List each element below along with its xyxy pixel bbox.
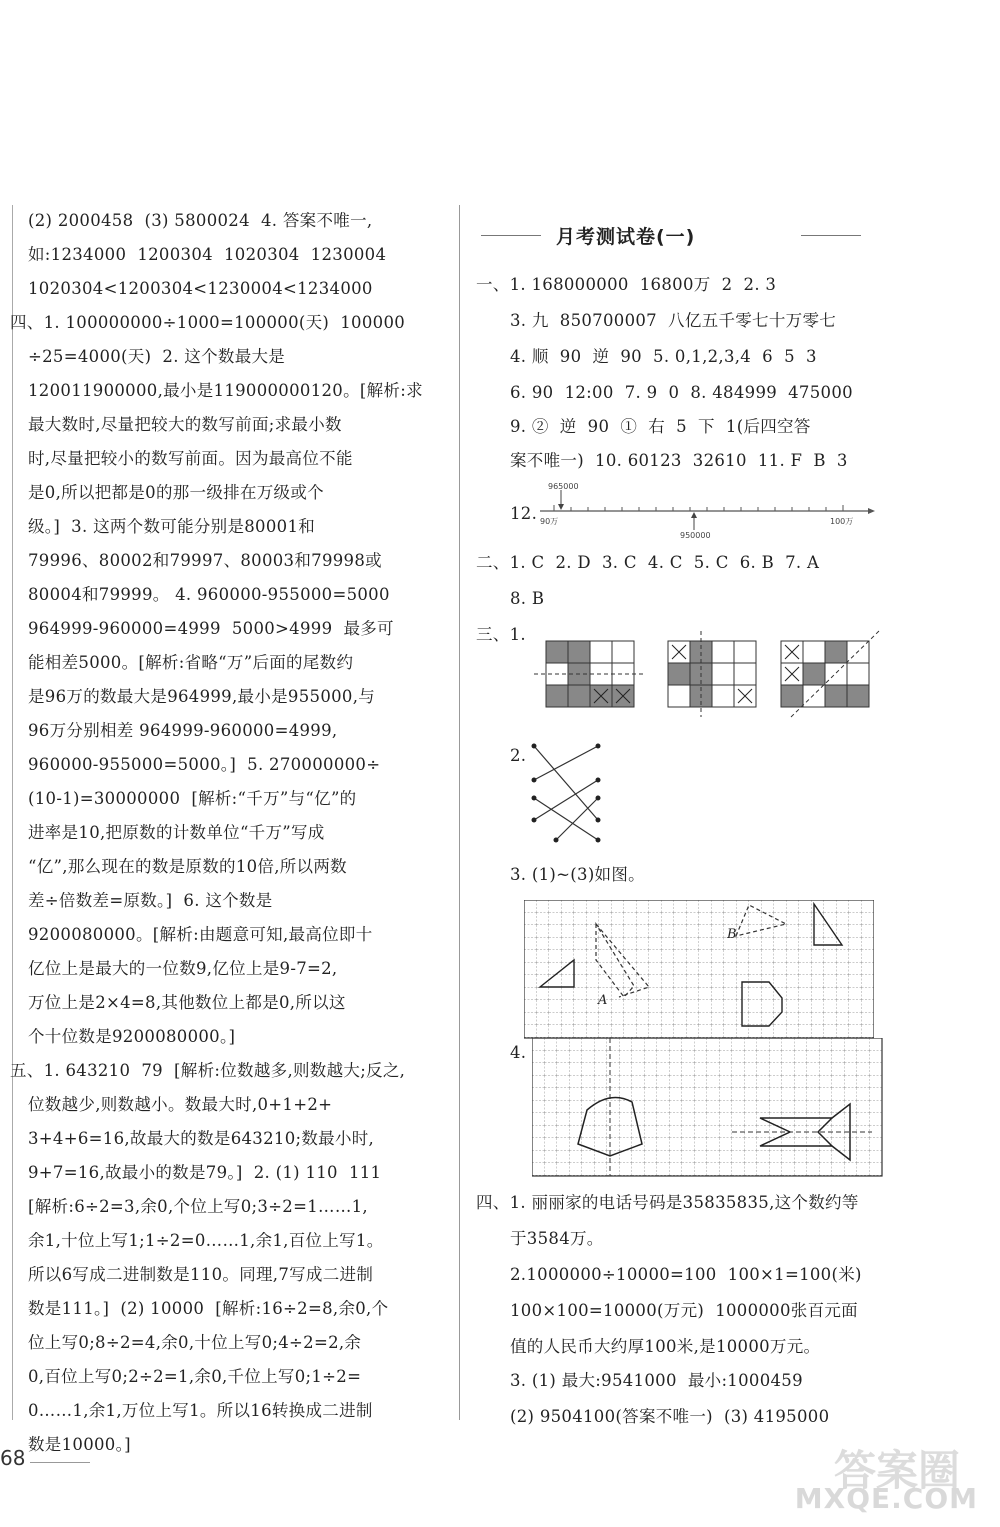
text-line: 120011900000,最小是119000000120。[解析:求 (28, 381, 423, 400)
text-line: 1020304<1200304<1230004<1234000 (28, 279, 373, 298)
text-line: 9+7=16,故最小的数是79。] 2. (1) 110 111 (28, 1163, 382, 1182)
dot (532, 744, 537, 749)
pointer-arrow (691, 512, 697, 518)
label-950000: 950000 (680, 531, 711, 540)
dot (596, 838, 601, 843)
q12-label: 12. (510, 504, 538, 523)
text-line: 2.1000000÷10000=100 100×1=100(米) (510, 1265, 862, 1284)
title-rule-left (481, 235, 541, 236)
text-line: 所以6写成二进制数是110。同理,7写成二进制 (28, 1265, 374, 1284)
text-line: 100×100=10000(万元) 1000000张百元面 (510, 1301, 858, 1320)
text-line: 差÷倍数差=原数。] 6. 这个数是 (28, 891, 273, 910)
text-line: 进率是10,把原数的计数单位“千万”写成 (28, 823, 325, 842)
dot (596, 778, 601, 783)
title-rule-right (801, 235, 861, 236)
transform-grid-figure (524, 900, 874, 1040)
text-line: 9200080000。[解析:由题意可知,最高位即十 (28, 925, 373, 944)
text-line: “亿”,那么现在的数是原数的10倍,所以两数 (28, 857, 347, 876)
q2-label: 2. (510, 746, 527, 765)
symmetry-draw-figure (532, 1038, 884, 1178)
dot (554, 838, 559, 843)
text-line: 五、1. 643210 79 [解析:位数越多,则数越大;反之, (10, 1061, 406, 1080)
dot (596, 744, 601, 749)
grid-area (524, 900, 874, 1038)
text-line: (2) 9504100(答案不唯一) (3) 4195000 (510, 1407, 830, 1426)
text-line: 如:1234000 1200304 1020304 1230004 (28, 245, 387, 264)
text-line: 数是10000。] (28, 1435, 131, 1454)
grid-area (532, 1038, 882, 1176)
watermark-site: MXQE.COM (794, 1482, 978, 1515)
text-line: 960000-955000=5000。] 5. 270000000÷ (28, 755, 381, 774)
label-965000: 965000 (548, 482, 579, 491)
cell (825, 685, 847, 707)
cell (847, 685, 869, 707)
text-line: 0,百位上写0;2÷2=1,余0,千位上写0;1÷2= (28, 1367, 362, 1386)
text-line: 3+4+6=16,故最大的数是643210;数最小时, (28, 1129, 375, 1148)
text-line: 四、1. 100000000÷1000=100000(天) 100000 (10, 313, 406, 332)
text-line: [解析:6÷2=3,余0,个位上写0;3÷2=1……1, (28, 1197, 368, 1216)
label-b: B (727, 927, 737, 942)
page-number: 68 (0, 1446, 26, 1470)
text-line: 6. 90 12:00 7. 9 0 8. 484999 475000 (510, 383, 853, 402)
symmetry-grids (526, 625, 896, 725)
text-line: 3. (1)~(3)如图。 (510, 865, 645, 884)
text-line: 8. B (510, 589, 545, 608)
text-line: 时,尽量把较小的数写前面。因为最高位不能 (28, 449, 353, 468)
text-line: 四、1. 丽丽家的电话号码是35835835,这个数约等 (476, 1193, 859, 1212)
text-line: 79996、80002和79997、80003和79998或 (28, 551, 382, 570)
grid-2 (668, 631, 756, 717)
text-line: 亿位上是最大的一位数9,亿位上是9-7=2, (28, 959, 338, 978)
dot (532, 818, 537, 823)
text-line: 80004和79999。 4. 960000-955000=5000 (28, 585, 390, 604)
text-line: 4. 顺 90 逆 90 5. 0,1,2,3,4 6 5 3 (510, 347, 817, 366)
axis-arrow (868, 508, 875, 514)
watermark-logo: 答案圈 (833, 1446, 960, 1495)
cell (546, 641, 568, 663)
cell (546, 685, 568, 707)
text-line: 能相差5000。[解析:省略“万”后面的尾数约 (28, 653, 354, 672)
dot (532, 778, 537, 783)
text-line: ÷25=4000(天) 2. 这个数最大是 (28, 347, 286, 366)
text-line: 964999-960000=4999 5000>4999 最多可 (28, 619, 394, 638)
page-title: 月考测试卷(一) (556, 226, 696, 248)
text-line: 二、1. C 2. D 3. C 4. C 5. C 6. B 7. A (476, 553, 820, 572)
label-90wan: 90万 (540, 517, 559, 526)
text-line: 万位上是2×4=8,其他数位上都是0,所以这 (28, 993, 346, 1012)
text-line: (2) 2000458 (3) 5800024 4. 答案不唯一, (28, 211, 373, 230)
grid-3 (781, 631, 879, 717)
text-line: 余1,十位上写1;1÷2=0……1,余1,百位上写1。 (28, 1231, 384, 1250)
cell (668, 663, 690, 685)
text-line: 值的人民币大约厚100米,是10000万元。 (510, 1337, 821, 1356)
text-line: 位数越少,则数越小。数最大时,0+1+2+ (28, 1095, 333, 1114)
footer-rule (30, 1462, 90, 1463)
text-line: 3. 九 850700007 八亿五千零七十万零七 (510, 311, 837, 330)
text-line: 于3584万。 (510, 1229, 604, 1248)
dot (596, 796, 601, 801)
column-divider (459, 205, 460, 1420)
text-line: 一、1. 168000000 16800万 2 2. 3 (476, 275, 777, 294)
text-line: 最大数时,尽量把较大的数写前面;求最小数 (28, 415, 342, 434)
text-line: 案不唯一) 10. 60123 32610 11. F B 3 (510, 451, 848, 470)
text-line: 数是111。] (2) 10000 [解析:16÷2=8,余0,个 (28, 1299, 389, 1318)
dot (532, 796, 537, 801)
text-line: 9. ② 逆 90 ① 右 5 下 1(后四空答 (510, 417, 811, 436)
text-line: (10-1)=30000000 [解析:“千万”与“亿”的 (28, 789, 357, 808)
s3-label: 三、1. (476, 625, 526, 644)
cell (568, 685, 590, 707)
q4-label: 4. (510, 1043, 527, 1062)
matching-lines-figure (526, 740, 616, 850)
cell (803, 663, 825, 685)
label-100wan: 100万 (830, 517, 854, 526)
text-line: 96万分别相差 964999-960000=4999, (28, 721, 338, 740)
cell (781, 685, 803, 707)
number-line-figure (538, 480, 878, 540)
text-line: 0……1,余1,万位上写1。所以16转换成二进制 (28, 1401, 373, 1420)
text-line: 个十位数是9200080000。] (28, 1027, 236, 1046)
grid-1 (534, 641, 646, 707)
text-line: 是0,所以把都是0的那一级排在万级或个 (28, 483, 324, 502)
connecting-lines (534, 746, 598, 840)
pointer-arrow (558, 504, 564, 510)
left-margin-rule (12, 205, 13, 1420)
dot (596, 818, 601, 823)
text-line: 位上写0;8÷2=4,余0,十位上写0;4÷2=2,余 (28, 1333, 362, 1352)
cell (568, 641, 590, 663)
label-a: A (598, 993, 608, 1008)
text-line: 是96万的数最大是964999,最小是955000,与 (28, 687, 376, 706)
cell (825, 641, 847, 663)
text-line: 3. (1) 最大:9541000 最小:1000459 (510, 1371, 803, 1390)
text-line: 级。] 3. 这两个数可能分别是80001和 (28, 517, 316, 536)
